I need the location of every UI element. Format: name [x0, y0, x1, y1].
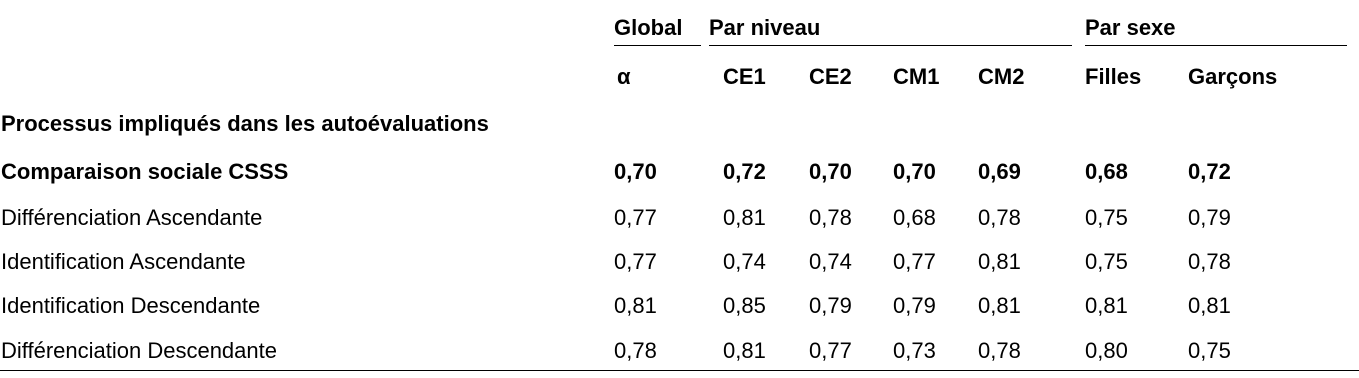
cell-filles: 0,81 — [1085, 293, 1128, 318]
cell-cm2: 0,78 — [978, 338, 1021, 363]
section-title-row — [0, 108, 1359, 140]
cell-filles: 0,80 — [1085, 338, 1128, 363]
cell-ce1: 0,72 — [723, 159, 766, 184]
cell-ce2: 0,74 — [809, 249, 852, 274]
global-header-rule — [614, 45, 701, 46]
column-header-cm1: CM1 — [893, 64, 940, 89]
column-header-cm2: CM2 — [978, 64, 1025, 89]
cell-ce2: 0,79 — [809, 293, 852, 318]
header-par-niveau: Par niveau — [709, 15, 821, 40]
cell-garcons: 0,75 — [1188, 338, 1231, 363]
column-header-ce2: CE2 — [809, 64, 852, 89]
sexe-header-rule — [1085, 45, 1347, 46]
cell-global: 0,77 — [614, 205, 657, 230]
cell-garcons: 0,78 — [1188, 249, 1231, 274]
table-row — [0, 156, 1359, 188]
niveau-header-rule — [709, 45, 1072, 46]
cell-cm1: 0,73 — [893, 338, 936, 363]
cell-cm2: 0,69 — [978, 159, 1021, 184]
cell-garcons: 0,72 — [1188, 159, 1231, 184]
table-row — [0, 290, 1359, 322]
cell-garcons: 0,81 — [1188, 293, 1231, 318]
cell-cm2: 0,78 — [978, 205, 1021, 230]
row-label: Comparaison sociale CSSS — [1, 159, 289, 184]
row-label: Identification Ascendante — [1, 249, 246, 274]
header-global: Global — [614, 15, 683, 40]
column-header-filles: Filles — [1085, 64, 1142, 89]
row-label: Différenciation Ascendante — [1, 205, 263, 230]
cell-global: 0,78 — [614, 338, 657, 363]
section-title: Processus impliqués dans les autoévaluations — [1, 111, 489, 136]
cell-ce1: 0,81 — [723, 205, 766, 230]
table-row — [0, 246, 1359, 278]
table-row — [0, 335, 1359, 367]
cell-garcons: 0,79 — [1188, 205, 1231, 230]
column-header-alpha: α — [617, 64, 631, 89]
cell-filles: 0,75 — [1085, 205, 1128, 230]
cell-global: 0,81 — [614, 293, 657, 318]
table-bottom-rule — [0, 370, 1359, 371]
cell-cm2: 0,81 — [978, 249, 1021, 274]
row-label: Identification Descendante — [1, 293, 261, 318]
column-header-ce1: CE1 — [723, 64, 766, 89]
cell-filles: 0,68 — [1085, 159, 1128, 184]
cell-cm1: 0,79 — [893, 293, 936, 318]
header-par-sexe: Par sexe — [1085, 15, 1176, 40]
cell-cm1: 0,68 — [893, 205, 936, 230]
cell-global: 0,77 — [614, 249, 657, 274]
cell-filles: 0,75 — [1085, 249, 1128, 274]
cell-ce1: 0,85 — [723, 293, 766, 318]
table-row — [0, 202, 1359, 234]
cell-ce2: 0,70 — [809, 159, 852, 184]
cell-ce2: 0,78 — [809, 205, 852, 230]
column-header-garcons: Garçons — [1188, 64, 1278, 89]
cell-cm1: 0,70 — [893, 159, 936, 184]
row-label: Différenciation Descendante — [1, 338, 277, 363]
cell-cm1: 0,77 — [893, 249, 936, 274]
cell-ce1: 0,74 — [723, 249, 766, 274]
cell-ce2: 0,77 — [809, 338, 852, 363]
cell-cm2: 0,81 — [978, 293, 1021, 318]
cell-ce1: 0,81 — [723, 338, 766, 363]
cell-global: 0,70 — [614, 159, 657, 184]
